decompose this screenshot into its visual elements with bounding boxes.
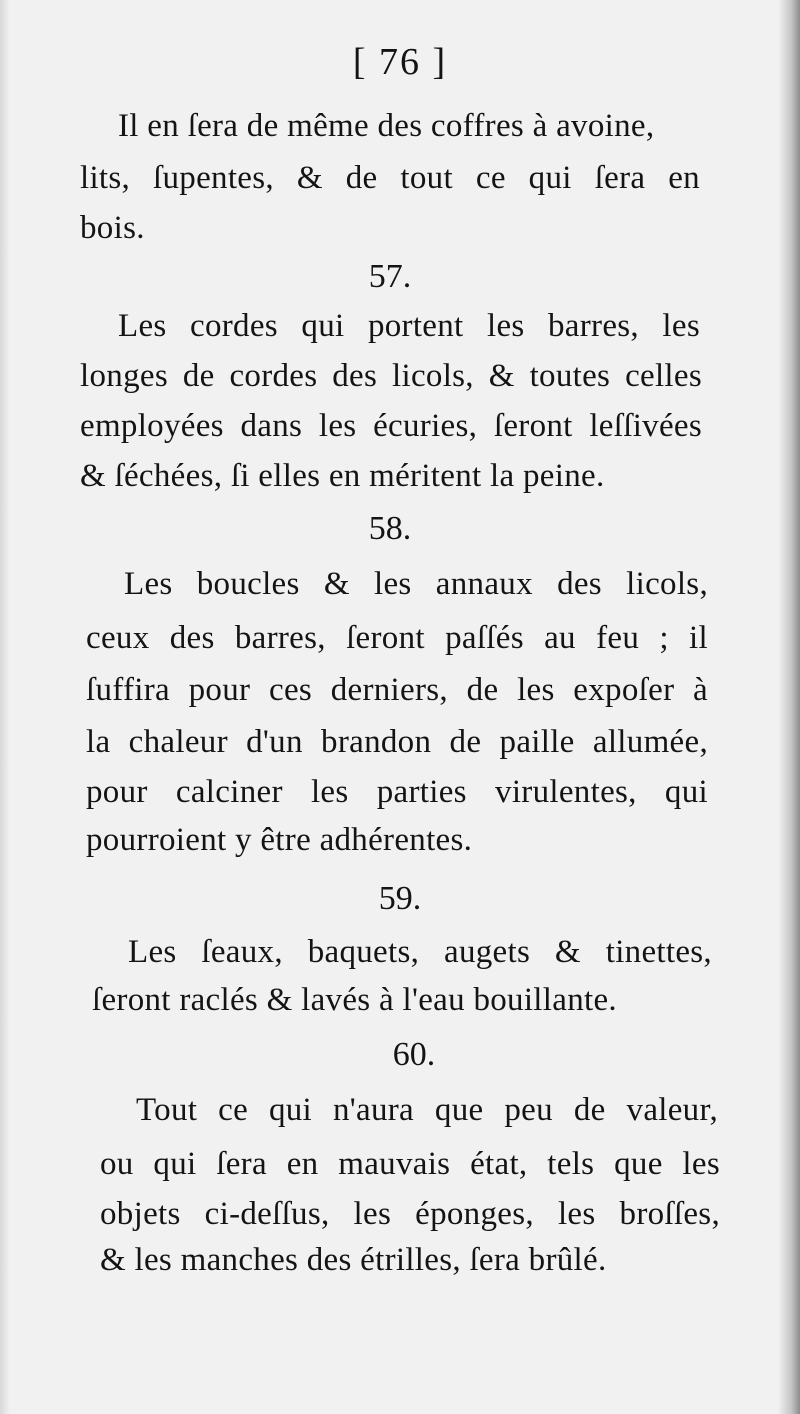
- text-line: ſeront raclés & lavés à l'eau bouillante.: [92, 982, 617, 1018]
- text-line: ſuffira pour ces derniers, de les expoſer à: [86, 672, 708, 708]
- text-line: employées dans les écuries, ſeront leſſivées: [80, 408, 702, 444]
- text-line: Les boucles & les annaux des licols,: [124, 566, 708, 602]
- text-line: Les cordes qui portent les barres, les: [118, 308, 700, 344]
- text-line: Il en ſera de même des coffres à avoine,: [118, 108, 655, 144]
- text-line: Les ſeaux, baquets, augets & tinettes,: [128, 934, 712, 970]
- text-line: & ſéchées, ſi elles en méritent la peine.: [80, 458, 605, 494]
- text-line: pourroient y être adhérentes.: [86, 822, 473, 858]
- article-number: 57.: [368, 258, 412, 295]
- text-line: longes de cordes des licols, & toutes celles: [80, 358, 702, 394]
- text-line: objets ci-deſſus, les éponges, les broſſes,: [100, 1196, 720, 1232]
- text-line: ceux des barres, ſeront paſſés au feu ; il: [86, 620, 708, 656]
- page-left-edge-shadow: [0, 0, 10, 1414]
- text-line: ou qui ſera en mauvais état, tels que les: [100, 1146, 720, 1182]
- page-right-edge-shadow: [778, 0, 800, 1414]
- text-line: la chaleur d'un brandon de paille allumée,: [86, 724, 708, 760]
- text-line: pour calciner les parties virulentes, qui: [86, 774, 708, 810]
- page-number-header: [ 76 ]: [352, 41, 448, 83]
- text-line: & les manches des étrilles, ſera brûlé.: [100, 1242, 607, 1278]
- article-number: 58.: [368, 510, 412, 547]
- text-line: bois.: [80, 210, 145, 246]
- text-line: lits, ſupentes, & de tout ce qui ſera en: [80, 160, 700, 196]
- article-number: 59.: [378, 880, 422, 917]
- article-number: 60.: [392, 1036, 436, 1073]
- text-line: Tout ce qui n'aura que peu de valeur,: [136, 1092, 718, 1128]
